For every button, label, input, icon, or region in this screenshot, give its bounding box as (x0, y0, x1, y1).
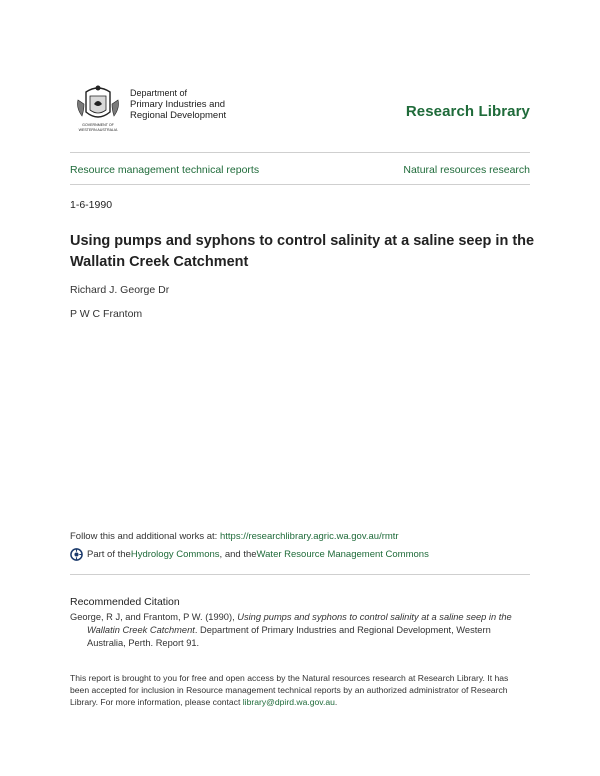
author-1: Richard J. George Dr (70, 284, 170, 296)
crest-caption-line1: GOVERNMENT OF (82, 123, 114, 127)
part-of-middle: , and the (219, 549, 257, 560)
author-2: P W C Frantom (70, 308, 143, 320)
citation-title-part2: Wallatin Creek Catchment (87, 625, 195, 635)
citation-tail: Australia, Perth. Report 91. (87, 638, 200, 648)
notice-line3-prefix: Library. For more information, please contact (70, 697, 243, 707)
header-divider (70, 152, 530, 153)
citation-body (70, 611, 532, 650)
notice-line1: This report is brought to you for free and open access by the Natural resources research at Research Library. It has (70, 673, 509, 683)
citation-publisher: . Department of Primary Industries and Regional Development, Western (194, 625, 491, 635)
wa-government-crest-icon (72, 82, 124, 134)
notice-line3-suffix: . (334, 697, 338, 707)
water-resource-commons-link[interactable]: Water Resource Management Commons (256, 549, 429, 560)
research-library-title: Research Library (405, 103, 530, 120)
part-of-prefix: Part of the (87, 549, 131, 560)
part-of-line (70, 548, 429, 561)
header (70, 78, 530, 136)
citation-title-part1: Using pumps and syphons to control salinity at a saline seep in the (237, 612, 512, 622)
department-line1: Department of (130, 88, 188, 98)
follow-line (70, 531, 399, 542)
department-line2: Primary Industries and (130, 99, 226, 110)
citation-authors: George, R J, and Frantom, P W. (1990), (70, 612, 238, 622)
commons-network-icon (70, 548, 83, 561)
publication-date: 1-6-1990 (70, 199, 113, 211)
contact-email-link[interactable]: library@dpird.wa.gov.au (242, 697, 335, 707)
series-link-natural-resources[interactable]: Natural resources research (403, 164, 530, 176)
crest-caption-line2: WESTERN AUSTRALIA (78, 128, 118, 132)
citation-divider (70, 574, 530, 575)
series-divider (70, 184, 530, 185)
hydrology-commons-link[interactable]: Hydrology Commons (130, 549, 220, 560)
department-line3: Regional Development (130, 110, 227, 121)
access-notice (70, 672, 532, 708)
series-link-resource-management[interactable]: Resource management technical reports (70, 164, 260, 176)
report-title: Using pumps and syphons to control salinity at a saline seep in the Wallatin Creek Catchment (70, 233, 535, 270)
notice-line2: been accepted for inclusion in Resource management technical reports by an authorized administrator of Research (70, 685, 508, 695)
follow-url-link[interactable]: https://researchlibrary.agric.wa.gov.au/rmtr (219, 531, 399, 542)
department-name (130, 88, 226, 121)
citation-heading: Recommended Citation (70, 596, 180, 608)
follow-text: Follow this and additional works at: (70, 531, 220, 542)
